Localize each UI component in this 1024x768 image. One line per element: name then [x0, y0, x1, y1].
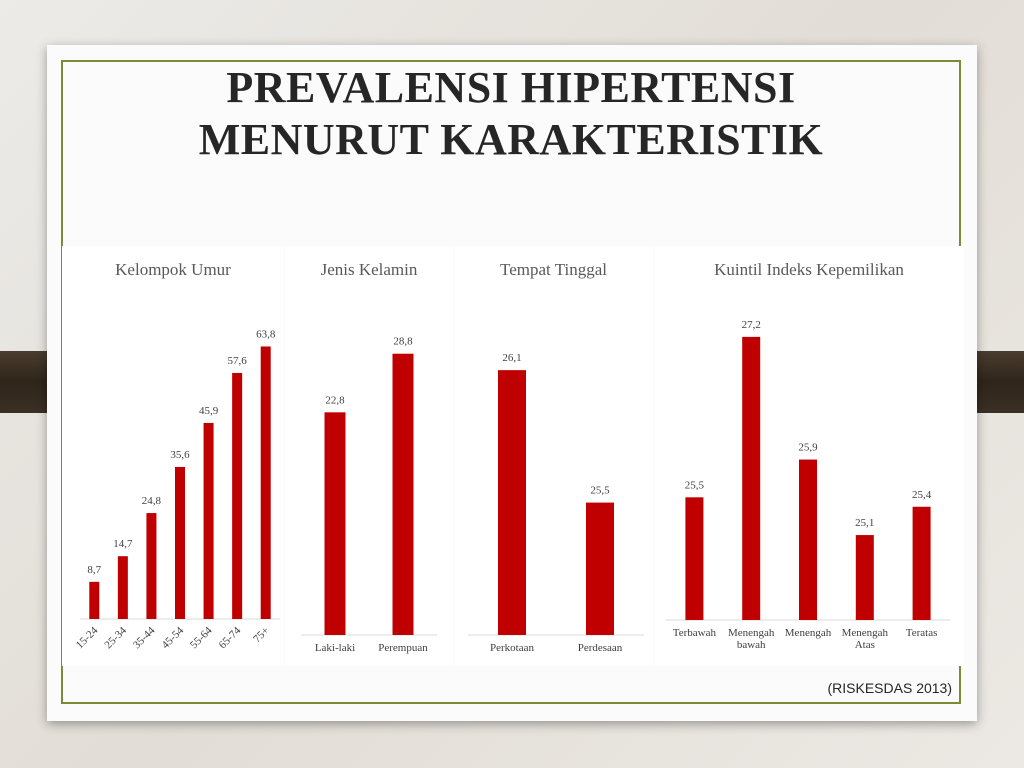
- bar: [586, 503, 614, 635]
- title-line-1: PREVALENSI HIPERTENSI: [226, 63, 796, 112]
- data-label: 26,1: [502, 352, 522, 365]
- data-label: 24,8: [141, 495, 162, 508]
- x-tick-label: 75+: [251, 624, 272, 646]
- data-label: 22,8: [325, 394, 345, 407]
- bar: [175, 467, 185, 619]
- bar-chart: [654, 246, 964, 666]
- bar-chart: [62, 246, 284, 666]
- data-label: 25,5: [684, 479, 705, 492]
- x-tick-label: 65-74: [216, 624, 244, 652]
- bar: [913, 507, 931, 620]
- data-label: 28,8: [393, 335, 413, 348]
- x-tick-label: Teratas: [905, 627, 938, 639]
- chart-title: Jenis Kelamin: [320, 260, 418, 279]
- bar-chart: [285, 246, 453, 666]
- chart-panel-kelompok-umur: [62, 246, 284, 666]
- data-label: 25,9: [798, 441, 818, 454]
- x-tick-label: Menengah: [784, 627, 832, 639]
- data-label: 8,7: [87, 563, 102, 576]
- bar: [118, 556, 128, 619]
- slide-title: [61, 62, 961, 166]
- chart-panel-tempat-tinggal: [454, 246, 653, 666]
- source-note: (RISKESDAS 2013): [827, 680, 952, 696]
- bar: [799, 460, 817, 620]
- chart-panel-kuintil-indeks: [654, 246, 964, 666]
- x-tick-label: Menengah Atas: [841, 627, 889, 651]
- data-label: 25,1: [855, 517, 875, 530]
- x-tick-label: 45-54: [159, 624, 187, 652]
- chart-title: Kuintil Indeks Kepemilikan: [714, 260, 904, 279]
- bar: [742, 337, 760, 620]
- chart-panel-jenis-kelamin: [285, 246, 453, 666]
- x-tick-label: 35-44: [130, 624, 158, 652]
- bar: [856, 535, 874, 620]
- bar: [325, 412, 346, 635]
- bar: [232, 373, 242, 619]
- x-tick-label: Perempuan: [378, 642, 428, 654]
- x-tick-label: Perkotaan: [490, 642, 534, 654]
- chart-title: Tempat Tinggal: [500, 260, 607, 279]
- data-label: 27,2: [741, 318, 761, 331]
- x-tick-label: Menengah bawah: [727, 627, 775, 651]
- data-label: 45,9: [198, 404, 219, 417]
- title-line-2: MENURUT KARAKTERISTIK: [198, 115, 824, 164]
- x-tick-label: Perdesaan: [577, 642, 623, 654]
- bar: [204, 423, 214, 619]
- data-label: 25,4: [911, 488, 932, 501]
- data-label: 35,6: [170, 448, 190, 461]
- data-label: 63,8: [256, 328, 276, 341]
- bar: [685, 497, 703, 620]
- bar: [393, 354, 414, 635]
- bar: [89, 582, 99, 619]
- bar: [498, 370, 526, 635]
- data-label: 25,5: [590, 484, 610, 497]
- bar-chart: [454, 246, 653, 666]
- bar: [261, 346, 271, 619]
- x-tick-label: 15-24: [73, 624, 101, 652]
- data-label: 14,7: [113, 538, 133, 551]
- x-tick-label: Terbawah: [672, 627, 717, 639]
- x-tick-label: Laki-laki: [314, 642, 356, 654]
- chart-title: Kelompok Umur: [115, 260, 231, 279]
- x-tick-label: 25-34: [102, 624, 129, 652]
- data-label: 57,6: [227, 354, 247, 367]
- x-tick-label: 55-64: [188, 624, 215, 652]
- bar: [146, 513, 156, 619]
